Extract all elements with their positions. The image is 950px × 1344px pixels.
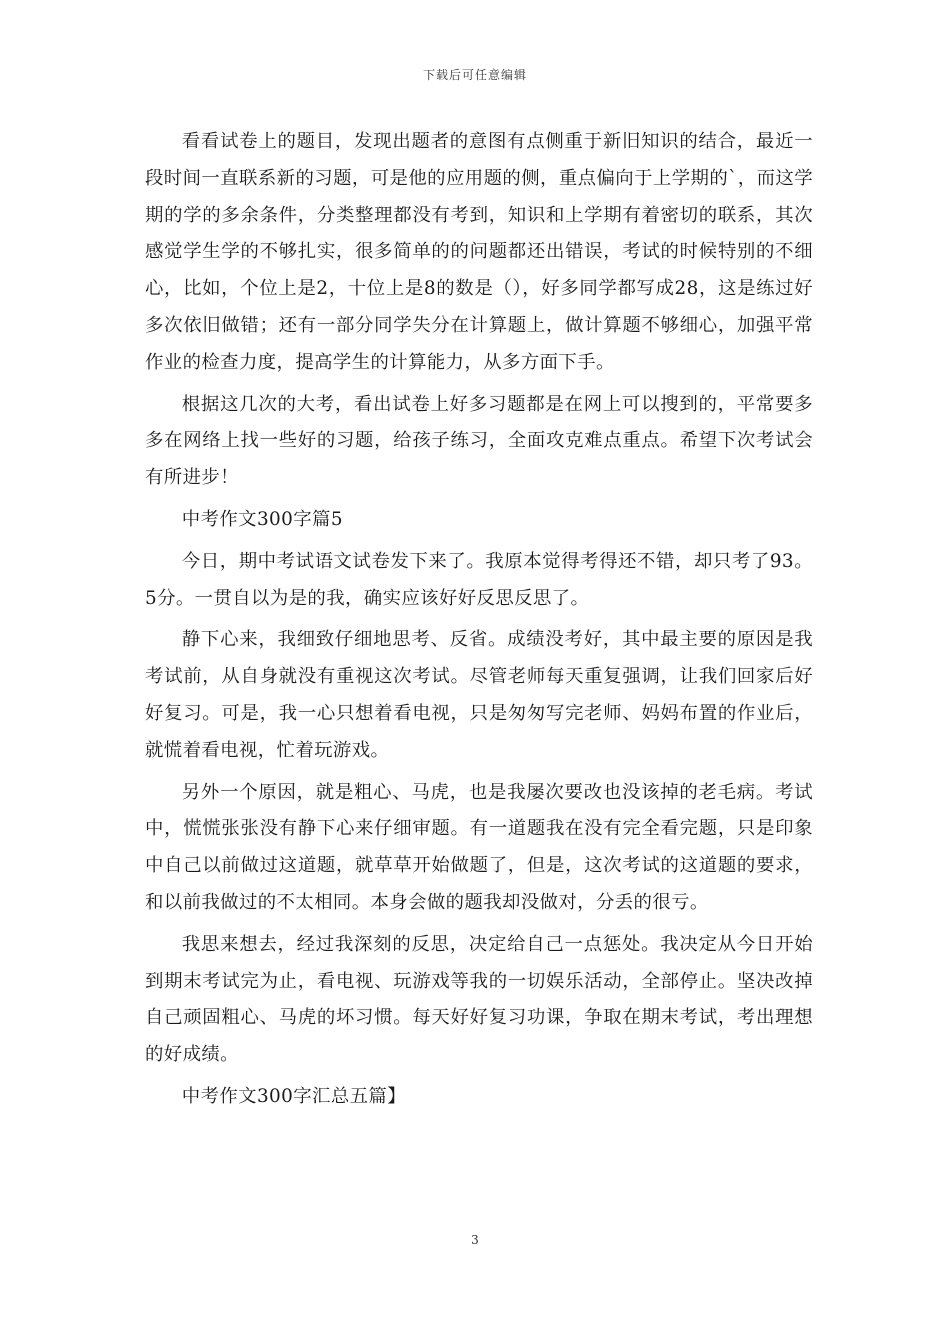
section-heading: 中考作文300字篇5: [181, 508, 343, 530]
document-body: [145, 124, 813, 1121]
paragraph: 静下心来，我细致仔细地思考、反省。成绩没考好，其中最主要的原因是我考试前，从自身就没有重视这次考试。尽管老师每天重复强调，让我们回家后好好复习。可是，我一心只想着看电视，只是匆匆写完老师、妈妈布置的作业后，就慌着看电视，忙着玩游戏。: [145, 629, 813, 761]
page-number: 3: [471, 1233, 479, 1247]
closing-heading: 中考作文300字汇总五篇】: [181, 1085, 407, 1107]
paragraph: 看看试卷上的题目，发现出题者的意图有点侧重于新旧知识的结合，最近一段时间一直联系新的习题，可是他的应用题的侧，重点偏向于上学期的`，而这学期的学的多余条件，分类整理都没有考到，知识和上学期有着密切的联系，其次感觉学生学的不够扎实，很多简单的的问题都还出错误，考试的时候特别的不细心，比如，个位上是2，十位上是8的数是（），好多同学都写成28，这是练过好多次依旧做错；还有一部分同学失分在计算题上，做计算题不够细心，加强平常作业的检查力度，提高学生的计算能力，从多方面下手。: [145, 131, 813, 373]
paragraph: 今日，期中考试语文试卷发下来了。我原本觉得考得还不错，却只考了93。5分。一贯自以为是的我，确实应该好好反思反思了。: [145, 550, 813, 609]
header-note: 下载后可任意编辑: [422, 68, 527, 82]
paragraph: 根据这几次的大考，看出试卷上好多习题都是在网上可以搜到的，平常要多多在网络上找一些好的习题，给孩子练习，全面攻克难点重点。希望下次考试会有所进步！: [145, 393, 813, 489]
paragraph: 我思来想去，经过我深刻的反思，决定给自己一点惩处。我决定从今日开始到期末考试完为止，看电视、玩游戏等我的一切娱乐活动，全部停止。坚决改掉自己顽固粗心、马虎的坏习惯。每天好好复习功课，争取在期末考试，考出理想的好成绩。: [145, 933, 813, 1066]
paragraph: 另外一个原因，就是粗心、马虎，也是我屡次要改也没该掉的老毛病。考试中，慌慌张张没有静下心来仔细审题。有一道题我在没有完全看完题，只是印象中自己以前做过这道题，就草草开始做题了，但是，这次考试的这道题的要求，和以前我做过的不太相同。本身会做的题我却没做对，分丢的很亏。: [145, 781, 813, 913]
